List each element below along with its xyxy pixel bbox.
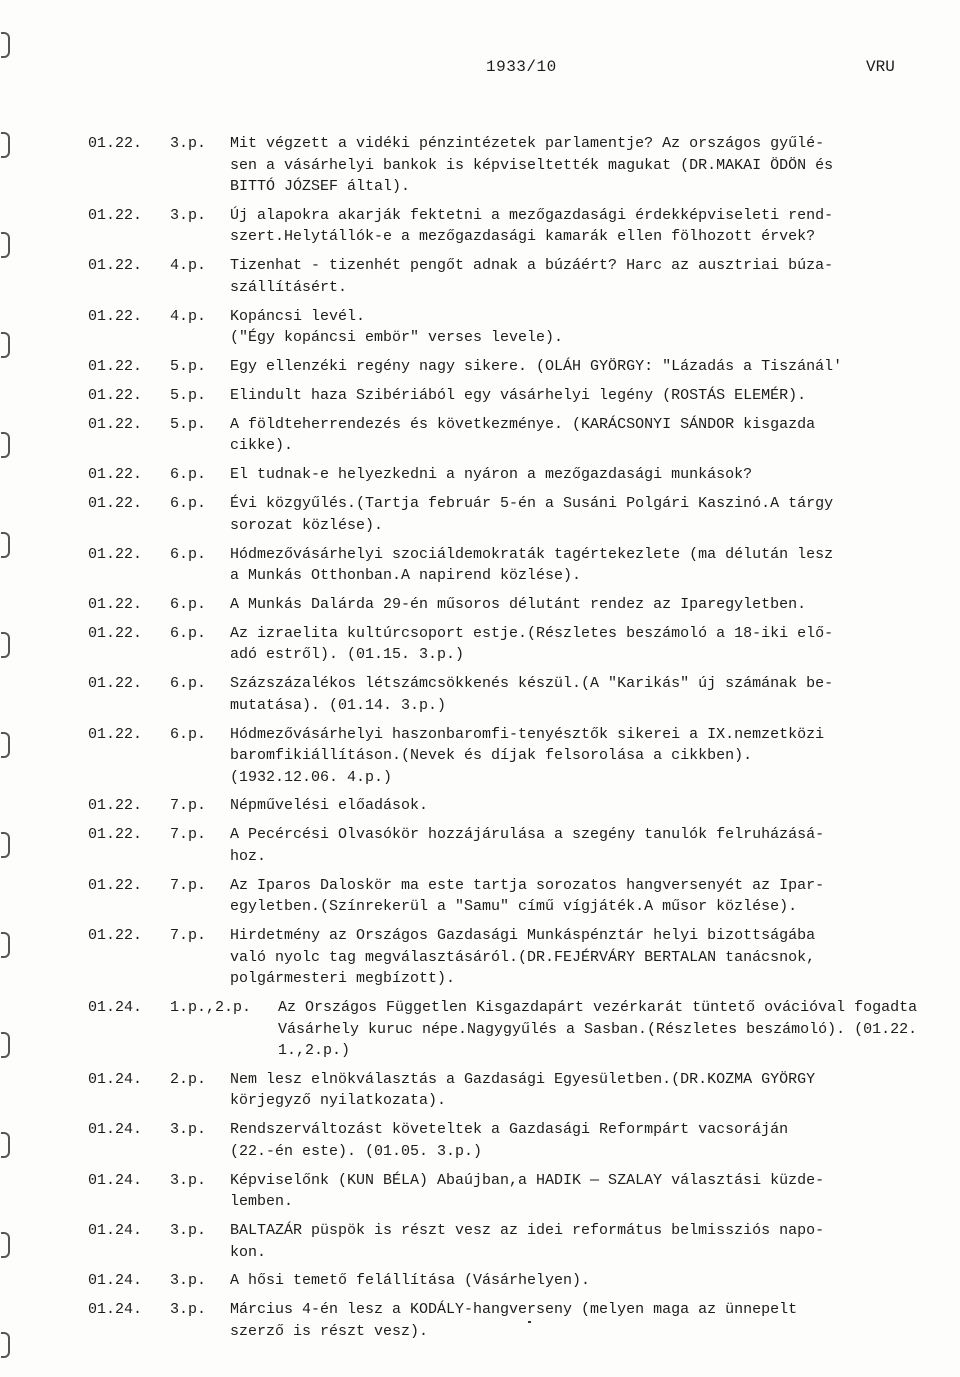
entry-text: Hódmezővásárhelyi szociáldemokraták tagértekezlete (ma délután lesz a Munkás Otthonban.A napirend közlése). xyxy=(230,545,834,585)
entry-text: Százszázalékos létszámcsökkenés készül.(A "Karikás" új számának be- mutatása). (01.14. 3.p.) xyxy=(230,675,834,714)
entry-page: 3.p. xyxy=(170,206,207,224)
entry-page: 4.p. xyxy=(170,257,207,275)
binding-ring xyxy=(1,832,10,858)
entry-page: 3.p. xyxy=(170,1301,207,1319)
list-item xyxy=(88,414,940,457)
binding-ring xyxy=(1,732,10,758)
entry-date: 01.22. xyxy=(88,675,143,693)
entry-text: BALTAZÁR püspök is részt vesz az idei református belmissziós napo- kon. xyxy=(230,1222,825,1261)
scan-speck xyxy=(528,1321,531,1323)
entry-date: 01.22. xyxy=(88,415,143,433)
entry-page: 6.p. xyxy=(170,466,207,484)
entry-page: 6.p. xyxy=(170,595,207,613)
entry-list xyxy=(88,133,940,1350)
list-item xyxy=(88,824,940,867)
entry-text: Hirdetmény az Országos Gazdasági Munkáspénztár helyi bizottságába való nyolc tag megválasztásáról.(DR.FEJÉRVÁRY BERTALAN tanácsnok, polgármesteri megbízott). xyxy=(230,927,816,988)
binding-ring xyxy=(1,532,10,558)
entry-date: 01.22. xyxy=(88,595,143,613)
entry-text: Hódmezővásárhelyi haszonbaromfi-tenyésztők sikerei a IX.nemzetközi baromfikiállításon.(Nevek és díjak felsorolása a cikkben). (1932.12.06. 4.p.) xyxy=(230,725,825,786)
entry-page: 7.p. xyxy=(170,876,207,894)
entry-date: 01.22. xyxy=(88,927,143,945)
entry-page: 3.p. xyxy=(170,1272,207,1290)
entry-page: 7.p. xyxy=(170,797,207,815)
entry-text: El tudnak-e helyezkedni a nyáron a mezőgazdasági munkások? xyxy=(230,466,753,484)
entry-date: 01.22. xyxy=(88,257,143,275)
entry-page: 6.p. xyxy=(170,495,207,513)
list-item xyxy=(88,1220,940,1263)
entry-date: 01.24. xyxy=(88,1070,143,1088)
entry-date: 01.22. xyxy=(88,386,143,404)
entry-date: 01.22. xyxy=(88,876,143,894)
list-item xyxy=(88,1270,940,1292)
entry-text: Március 4-én lesz a KODÁLY-hangverseny (melyen maga az ünnepelt szerző is részt vesz). xyxy=(230,1301,798,1340)
binding-ring xyxy=(1,32,10,58)
list-item xyxy=(88,306,940,349)
list-item xyxy=(88,464,940,486)
binding-ring xyxy=(1,632,10,658)
entry-text: Népművelési előadások. xyxy=(230,797,429,815)
list-item xyxy=(88,997,940,1062)
entry-text: Rendszerváltozást követeltek a Gazdasági Reformpárt vacsoráján (22.-én este). (01.05. 3.p.) xyxy=(230,1121,789,1160)
binding-ring xyxy=(1,1032,10,1058)
list-item xyxy=(88,385,940,407)
entry-date: 01.22. xyxy=(88,545,143,563)
entry-date: 01.22. xyxy=(88,495,143,513)
entry-text: Egy ellenzéki regény nagy sikere. (OLÁH GYÖRGY: "Lázadás a Tiszánál' xyxy=(230,358,843,376)
entry-date: 01.24. xyxy=(88,999,143,1017)
list-item xyxy=(88,255,940,298)
list-item xyxy=(88,623,940,666)
document-code: 1933/10 xyxy=(486,58,557,76)
entry-page: 2.p. xyxy=(170,1070,207,1088)
entry-page: 6.p. xyxy=(170,725,207,743)
binding-ring xyxy=(1,1232,10,1258)
entry-date: 01.22. xyxy=(88,725,143,743)
binding-ring xyxy=(1,432,10,458)
list-item xyxy=(88,724,940,789)
entry-page: 4.p. xyxy=(170,307,207,325)
entry-page: 6.p. xyxy=(170,624,207,642)
entry-date: 01.22. xyxy=(88,797,143,815)
entry-text: Elindult haza Szibériából egy vásárhelyi legény (ROSTÁS ELEMÉR). xyxy=(230,386,807,404)
entry-page: 1.p.,2.p. xyxy=(170,999,252,1017)
entry-date: 01.22. xyxy=(88,135,143,152)
entry-page: 3.p. xyxy=(170,1222,207,1240)
entry-page: 5.p. xyxy=(170,358,207,376)
entry-text: Kopáncsi levél. ("Égy kopáncsi embör" verses levele). xyxy=(230,307,564,347)
entry-page: 5.p. xyxy=(170,415,207,433)
list-item xyxy=(88,356,940,378)
list-item xyxy=(88,925,940,990)
binding-ring xyxy=(1,1132,10,1158)
entry-page: 6.p. xyxy=(170,675,207,693)
entry-date: 01.22. xyxy=(88,307,143,325)
entry-text: Képviselőnk (KUN BÉLA) Abaújban,a HADIK — SZALAY választási küzde- lemben. xyxy=(230,1171,825,1211)
entry-text: Az Iparos Daloskör ma este tartja sorozatos hangversenyét az Ipar- egyletben.(Színrekerül a "Samu" című vígjáték.A műsor közlése). xyxy=(230,876,825,916)
entry-text: A Pecércési Olvasókör hozzájárulása a szegény tanulók felruházásá- hoz. xyxy=(230,826,825,865)
entry-date: 01.24. xyxy=(88,1222,143,1240)
list-item xyxy=(88,795,940,817)
list-item xyxy=(88,493,940,536)
entry-date: 01.24. xyxy=(88,1301,143,1319)
entry-date: 01.22. xyxy=(88,206,143,224)
entry-text: A hősi temető felállítása (Vásárhelyen). xyxy=(230,1272,591,1290)
entry-page: 3.p. xyxy=(170,1121,207,1139)
list-item xyxy=(88,1069,940,1112)
entry-date: 01.24. xyxy=(88,1272,143,1290)
entry-date: 01.22. xyxy=(88,624,143,642)
entry-page: 3.p. xyxy=(170,1171,207,1189)
entry-text: Mit végzett a vidéki pénzintézetek parlamentje? Az országos gyűlé- sen a vásárhelyi bankok is képviseltették magukat (DR.MAKAI ÖDÖN és BITTÓ JÓZSEF által). xyxy=(230,135,834,195)
entry-page: 7.p. xyxy=(170,826,207,844)
list-item xyxy=(88,1119,940,1162)
binding-ring xyxy=(1,232,10,258)
entry-text: Tizenhat - tizenhét pengőt adnak a búzáért? Harc az ausztriai búza- szállításért. xyxy=(230,257,834,296)
list-item xyxy=(88,1170,940,1213)
entry-text: A földteherrendezés és következménye. (KARÁCSONYI SÁNDOR kisgazda cikke). xyxy=(230,415,816,455)
entry-date: 01.22. xyxy=(88,826,143,844)
entry-text: Az Országos Független Kisgazdapárt vezérkarát tüntető ovációval fogadta Vásárhely kuruc népe.Nagygyűlés a Sasban.(Részletes beszámoló). (01.22. 1.,2.p.) xyxy=(278,999,918,1060)
list-item xyxy=(88,544,940,587)
binding-ring xyxy=(1,932,10,958)
binding-ring xyxy=(1,132,10,158)
list-item xyxy=(88,205,940,248)
entry-text: Évi közgyűlés.(Tartja február 5-én a Susáni Polgári Kaszinó.A tárgy sorozat közlése). xyxy=(230,495,834,534)
entry-text: Nem lesz elnökválasztás a Gazdasági Egyesületben.(DR.KOZMA GYÖRGY körjegyző nyilatkozata). xyxy=(230,1070,816,1110)
list-item xyxy=(88,1299,940,1342)
list-item xyxy=(88,673,940,716)
entry-page: 7.p. xyxy=(170,927,207,945)
list-item xyxy=(88,594,940,616)
list-item xyxy=(88,133,940,198)
list-item xyxy=(88,875,940,918)
entry-text: Új alapokra akarják fektetni a mezőgazdasági érdekképviseleti rend- szert.Helytállók-e a mezőgazdasági kamarák ellen fölhozott érvek? xyxy=(230,206,834,246)
spiral-binding xyxy=(0,0,10,1377)
entry-date: 01.22. xyxy=(88,466,143,484)
binding-ring xyxy=(1,1332,10,1358)
entry-date: 01.24. xyxy=(88,1121,143,1139)
entry-page: 5.p. xyxy=(170,386,207,404)
document-tag: VRU xyxy=(866,58,895,76)
entry-page: 6.p. xyxy=(170,545,207,563)
entry-date: 01.24. xyxy=(88,1171,143,1189)
entry-date: 01.22. xyxy=(88,358,143,376)
entry-page: 3.p. xyxy=(170,135,207,152)
entry-text: Az izraelita kultúrcsoport estje.(Részletes beszámoló a 18-iki elő- adó estről). (01.15. 3.p.) xyxy=(230,624,834,664)
entry-text: A Munkás Dalárda 29-én műsoros délutánt rendez az Iparegyletben. xyxy=(230,595,807,613)
binding-ring xyxy=(1,332,10,358)
